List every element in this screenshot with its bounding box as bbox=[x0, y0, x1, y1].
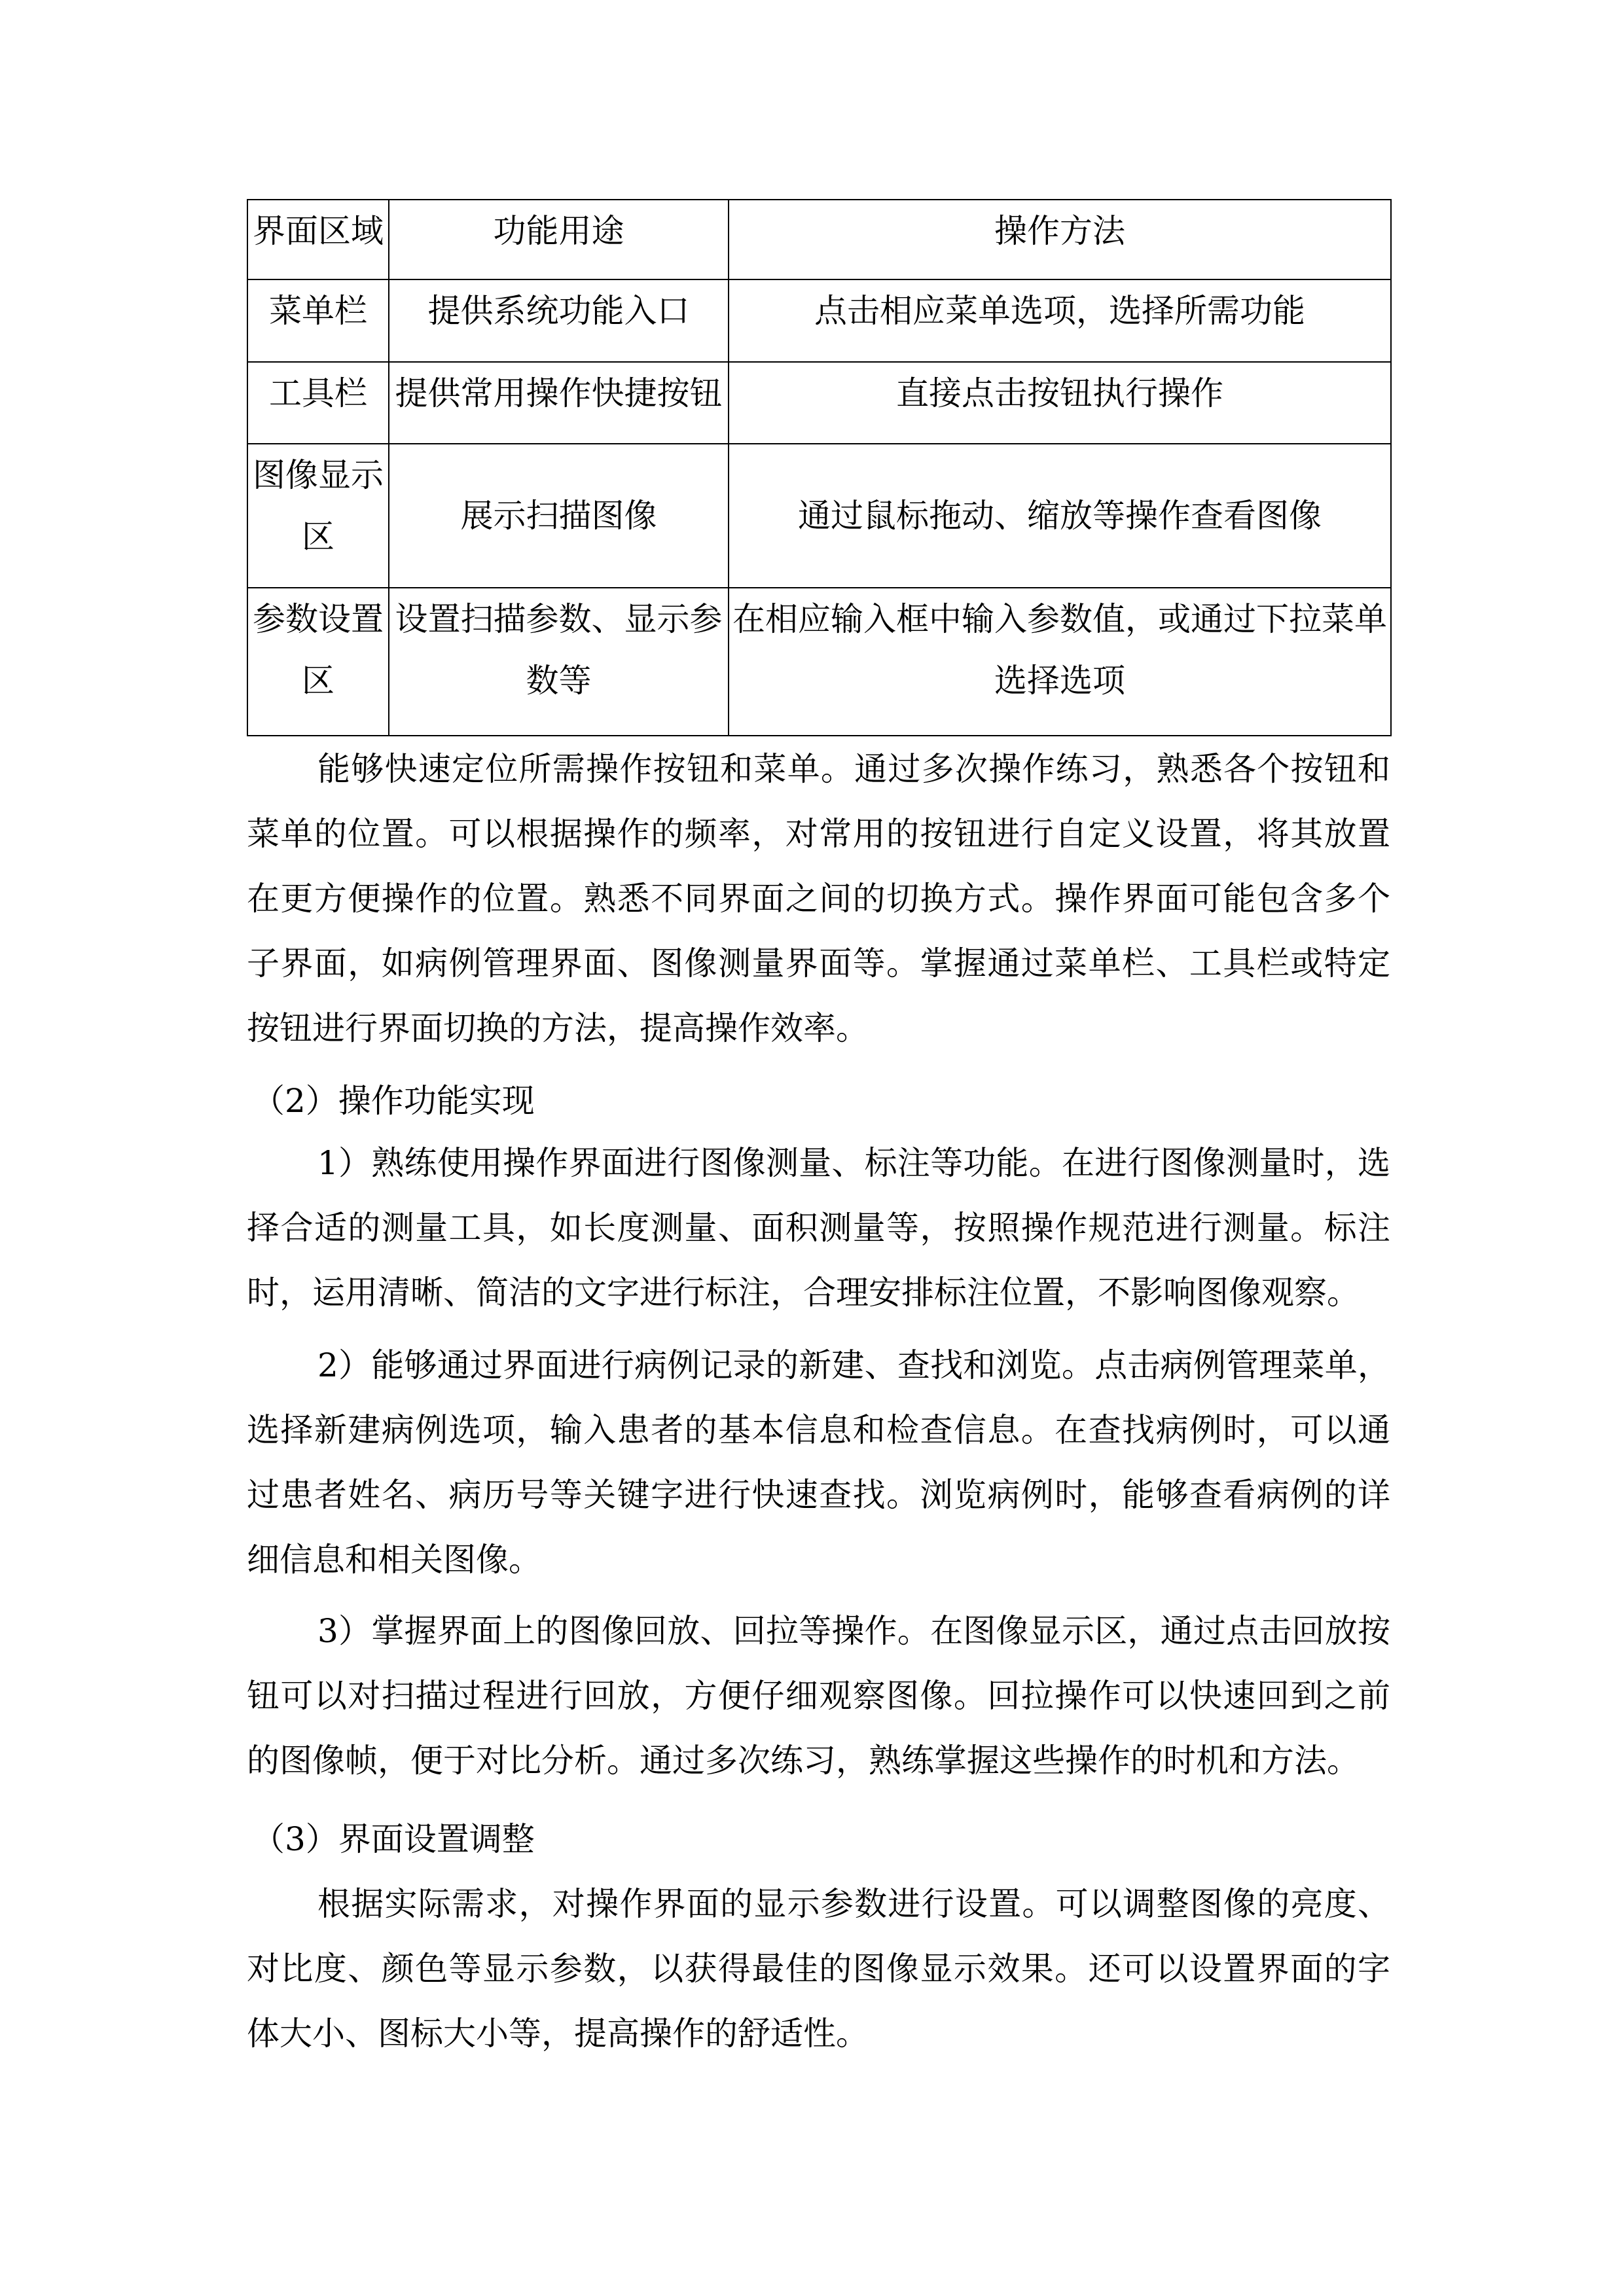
paragraph bbox=[247, 1131, 1390, 1325]
text-line: 过患者姓名、病历号等关键字进行快速查找。浏览病例时，能够查看病例的详 bbox=[247, 1476, 1390, 1514]
text-line: 钮可以对扫描过程进行回放，方便仔细观察图像。回拉操作可以快速回到之前 bbox=[247, 1677, 1390, 1715]
table-row bbox=[247, 362, 1391, 444]
text-line: 按钮进行界面切换的方法，提高操作效率。 bbox=[247, 1009, 869, 1047]
interface-areas-table bbox=[247, 199, 1392, 736]
text-line: 在更方便操作的位置。熟悉不同界面之间的切换方式。操作界面可能包含多个 bbox=[247, 880, 1390, 918]
paragraph bbox=[247, 737, 1390, 1061]
text-line: （2）操作功能实现 bbox=[252, 1082, 535, 1120]
text-line: 3）掌握界面上的图像回放、回拉等操作。在图像显示区，通过点击回放按 bbox=[317, 1612, 1390, 1650]
table-row bbox=[247, 279, 1391, 362]
text-line: 择合适的测量工具，如长度测量、面积测量等，按照操作规范进行测量。标注 bbox=[247, 1209, 1390, 1247]
header-cell: 操作方法 bbox=[729, 200, 1391, 279]
table-row bbox=[247, 444, 1391, 588]
text-line: 对比度、颜色等显示参数，以获得最佳的图像显示效果。还可以设置界面的字 bbox=[247, 1950, 1390, 1988]
header-cell: 功能用途 bbox=[389, 200, 729, 279]
table-cell: 提供常用操作快捷按钮 bbox=[389, 362, 729, 444]
text-line: 的图像帧，便于对比分析。通过多次练习，熟练掌握这些操作的时机和方法。 bbox=[247, 1742, 1360, 1780]
table-cell: 展示扫描图像 bbox=[389, 444, 729, 588]
text-line: 子界面，如病例管理界面、图像测量界面等。掌握通过菜单栏、工具栏或特定 bbox=[247, 944, 1390, 982]
text-line: 1）熟练使用操作界面进行图像测量、标注等功能。在进行图像测量时，选 bbox=[317, 1144, 1390, 1182]
text-line: 体大小、图标大小等，提高操作的舒适性。 bbox=[247, 2015, 869, 2053]
table-header-row bbox=[247, 200, 1391, 279]
table-cell: 通过鼠标拖动、缩放等操作查看图像 bbox=[729, 444, 1391, 588]
table-cell: 提供系统功能入口 bbox=[389, 279, 729, 362]
table-cell: 参数设置区 bbox=[247, 588, 389, 736]
text-line: 时，运用清晰、简洁的文字进行标注，合理安排标注位置，不影响图像观察。 bbox=[247, 1274, 1360, 1312]
text-line: 2）能够通过界面进行病例记录的新建、查找和浏览。点击病例管理菜单， bbox=[317, 1346, 1390, 1384]
table-row bbox=[247, 588, 1391, 736]
text-line: 菜单的位置。可以根据操作的频率，对常用的按钮进行自定义设置，将其放置 bbox=[247, 815, 1390, 853]
text-line: 能够快速定位所需操作按钮和菜单。通过多次操作练习，熟悉各个按钮和 bbox=[317, 750, 1390, 788]
text-line: （3）界面设置调整 bbox=[252, 1820, 535, 1858]
table-cell: 点击相应菜单选项，选择所需功能 bbox=[729, 279, 1391, 362]
section-heading bbox=[252, 1069, 1396, 1134]
paragraph bbox=[247, 1333, 1390, 1592]
text-line: 细信息和相关图像。 bbox=[247, 1541, 541, 1579]
header-cell: 界面区域 bbox=[247, 200, 389, 279]
paragraph bbox=[247, 1599, 1390, 1793]
table-cell: 在相应输入框中输入参数值，或通过下拉菜单选择选项 bbox=[729, 588, 1391, 736]
text-line: 根据实际需求，对操作界面的显示参数进行设置。可以调整图像的亮度、 bbox=[317, 1885, 1390, 1923]
section-heading bbox=[252, 1807, 1396, 1872]
table-cell: 图像显示区 bbox=[247, 444, 389, 588]
table-cell: 设置扫描参数、显示参数等 bbox=[389, 588, 729, 736]
text-line: 选择新建病例选项，输入患者的基本信息和检查信息。在查找病例时，可以通 bbox=[247, 1411, 1390, 1449]
table-cell: 工具栏 bbox=[247, 362, 389, 444]
table-cell: 直接点击按钮执行操作 bbox=[729, 362, 1391, 444]
paragraph bbox=[247, 1872, 1390, 2066]
table-cell: 菜单栏 bbox=[247, 279, 389, 362]
